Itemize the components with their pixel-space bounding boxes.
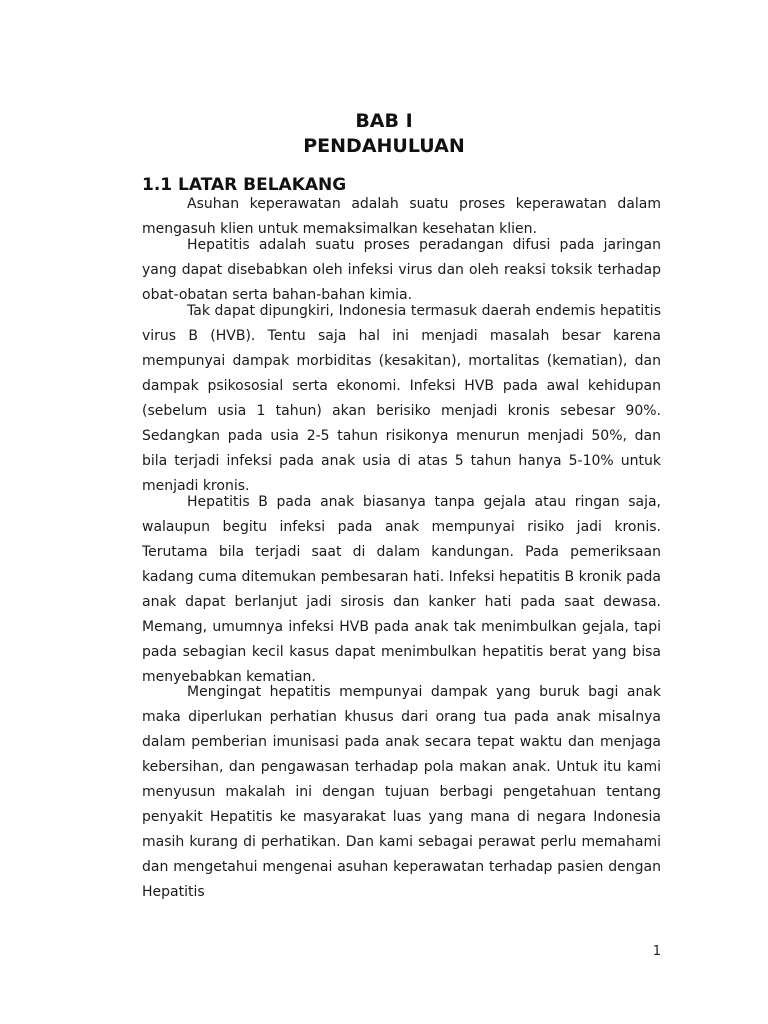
page-number: 1 [652,944,661,959]
paragraph-asuhan-keperawatan: Asuhan keperawatan adalah suatu proses keperawatan dalam mengasuh klien untuk memaksimalkan kesehatan klien. [142,196,661,237]
paragraph-hepatitis-definition: Hepatitis adalah suatu proses peradangan difusi pada jaringan yang dapat disebabkan oleh infeksi virus dan oleh reaksi toksik terhadap obat-obatan serta bahan-bahan kimia. [142,237,661,303]
chapter-label: BAB I [355,110,413,132]
chapter-title: PENDAHULUAN [303,135,465,157]
paragraph-hepatitis-b-anak: Hepatitis B pada anak biasanya tanpa gejala atau ringan saja, walaupun begitu infeksi pada anak mempunyai risiko jadi kronis. Terutama bila terjadi saat di dalam kandungan. Pada pemeriksaan kadang cuma ditemukan pembesaran hati. Infeksi hepatitis B kronik pada anak dapat berlanjut jadi sirosis dan kanker hati pada saat dewasa. Memang, umumnya infeksi HVB pada anak tak menimbulkan gejala, tapi pada sebagian kecil kasus dapat menimbulkan hepatitis berat yang bisa menyebabkan kematian. [142,494,661,685]
section-heading: 1.1 LATAR BELAKANG [142,175,347,195]
paragraph-indonesia-endemis: Tak dapat dipungkiri, Indonesia termasuk daerah endemis hepatitis virus B (HVB). Tentu saja hal ini menjadi masalah besar karena mempunyai dampak morbiditas (kesakitan), mortalitas (kematian), dan dampak psikososial serta ekonomi. Infeksi HVB pada awal kehidupan (sebelum usia 1 tahun) akan berisiko menjadi kronis sebesar 90%. Sedangkan pada usia 2-5 tahun risikonya menurun menjadi 50%, dan bila terjadi infeksi pada anak usia di atas 5 tahun hanya 5-10% untuk menjadi kronis. [142,303,661,494]
paragraph-mengingat-hepatitis: Mengingat hepatitis mempunyai dampak yang buruk bagi anak maka diperlukan perhatian khusus dari orang tua pada anak misalnya dalam pemberian imunisasi pada anak secara tepat waktu dan menjaga kebersihan, dan pengawasan terhadap pola makan anak. Untuk itu kami menyusun makalah ini dengan tujuan berbagi pengetahuan tentang penyakit Hepatitis ke masyarakat luas yang mana di negara Indonesia masih kurang di perhatikan. Dan kami sebagai perawat perlu memahami dan mengetahui mengenai asuhan keperawatan terhadap pasien dengan Hepatitis [142,684,661,900]
